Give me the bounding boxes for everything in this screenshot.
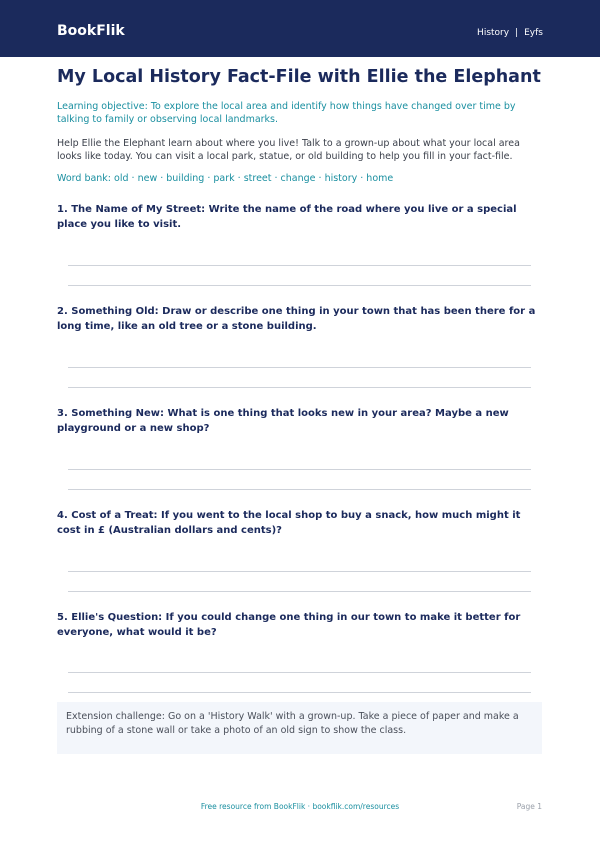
brand-logo[interactable]: BookFlik	[57, 23, 125, 39]
answer-line-4a[interactable]	[68, 571, 531, 572]
answer-line-1b[interactable]	[68, 285, 531, 286]
header-bar	[0, 0, 600, 57]
breadcrumb-level[interactable]: Eyfs	[524, 28, 543, 38]
page-title: My Local History Fact-File with Ellie the Elephant	[57, 67, 541, 87]
answer-line-5b[interactable]	[68, 692, 531, 693]
question-3: 3. Something New: What is one thing that looks new in your area? Maybe a new playground or a new shop?	[57, 408, 509, 434]
question-4: 4. Cost of a Treat: If you went to the local shop to buy a snack, how much might it cost in £ (Australian dollars and cents)?	[57, 510, 521, 536]
footer-link[interactable]: Free resource from BookFlik · bookflik.com/resources	[200, 802, 400, 811]
question-5: 5. Ellie's Question: If you could change one thing in our town to make it better for everyone, what would it be?	[57, 612, 521, 638]
word-bank: Word bank: old · new · building · park · street · change · history · home	[57, 173, 394, 184]
answer-line-1a[interactable]	[68, 265, 531, 266]
answer-line-3a[interactable]	[68, 469, 531, 470]
answer-line-3b[interactable]	[68, 489, 531, 490]
answer-line-4b[interactable]	[68, 591, 531, 592]
question-2: 2. Something Old: Draw or describe one thing in your town that has been there for a long time, like an old tree or a stone building.	[57, 306, 536, 332]
page-number: Page 1	[516, 802, 542, 811]
question-1: 1. The Name of My Street: Write the name of the road where you live or a special place you like to visit.	[57, 204, 517, 230]
answer-line-2a[interactable]	[68, 367, 531, 368]
answer-line-5a[interactable]	[68, 672, 531, 673]
learning-objective: Learning objective: To explore the local area and identify how things have changed over time by talking to family or observing local landmarks.	[57, 101, 516, 125]
intro-text: Help Ellie the Elephant learn about where you live! Talk to a grown-up about what your local area looks like today. You can visit a local park, statue, or old building to help you fill in your fact-file.	[57, 138, 520, 162]
extension-challenge: Extension challenge: Go on a 'History Walk' with a grown-up. Take a piece of paper and make a rubbing of a stone wall or take a photo of an old sign to show the class.	[57, 702, 542, 754]
breadcrumb-separator: |	[515, 28, 519, 38]
breadcrumb	[477, 27, 543, 39]
breadcrumb-subject[interactable]: History	[477, 28, 510, 38]
answer-line-2b[interactable]	[68, 387, 531, 388]
